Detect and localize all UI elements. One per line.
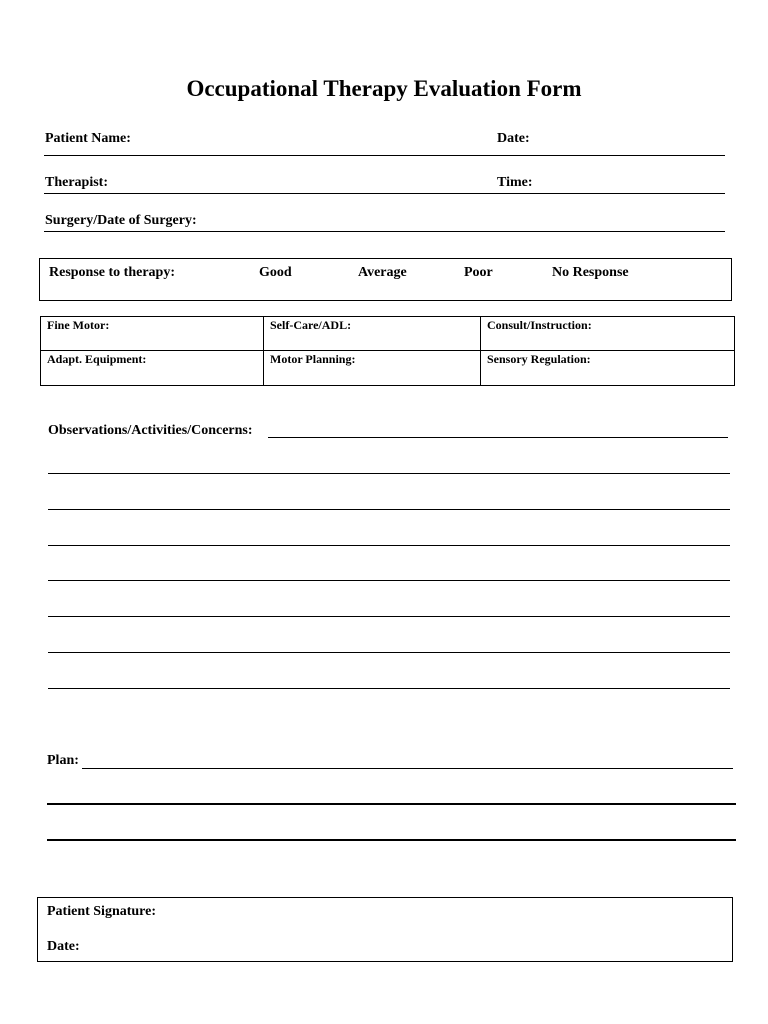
response-option-good[interactable]: Good	[259, 265, 292, 280]
patient-signature-label: Patient Signature:	[47, 904, 157, 919]
table-row	[41, 317, 735, 351]
surgery-label: Surgery/Date of Surgery:	[45, 213, 197, 228]
response-option-average[interactable]: Average	[358, 265, 407, 280]
observations-line[interactable]	[48, 509, 730, 510]
patient-name-label: Patient Name:	[45, 131, 131, 146]
signature-date-label: Date:	[47, 939, 80, 954]
response-label: Response to therapy:	[49, 265, 175, 280]
fine-motor-cell[interactable]: Fine Motor:	[41, 317, 264, 351]
observations-line[interactable]	[48, 545, 730, 546]
table-row	[41, 351, 735, 386]
observations-line-first[interactable]	[268, 437, 728, 438]
observations-line[interactable]	[48, 473, 730, 474]
observations-line[interactable]	[48, 688, 730, 689]
therapist-time-line[interactable]	[44, 193, 725, 194]
response-box	[39, 258, 732, 301]
self-care-adl-cell[interactable]: Self-Care/ADL:	[264, 317, 481, 351]
sensory-regulation-cell[interactable]: Sensory Regulation:	[481, 351, 735, 386]
observations-line[interactable]	[48, 580, 730, 581]
consult-instruction-cell[interactable]: Consult/Instruction:	[481, 317, 735, 351]
observations-label: Observations/Activities/Concerns:	[48, 423, 253, 438]
plan-line[interactable]	[47, 839, 736, 841]
plan-line-first[interactable]	[82, 768, 733, 769]
adapt-equipment-cell[interactable]: Adapt. Equipment:	[41, 351, 264, 386]
time-label: Time:	[497, 175, 533, 190]
observations-line[interactable]	[48, 652, 730, 653]
signature-box	[37, 897, 733, 962]
patient-name-date-line[interactable]	[44, 155, 725, 156]
observations-line[interactable]	[48, 616, 730, 617]
motor-planning-cell[interactable]: Motor Planning:	[264, 351, 481, 386]
response-option-no-response[interactable]: No Response	[552, 265, 629, 280]
response-option-poor[interactable]: Poor	[464, 265, 493, 280]
plan-line[interactable]	[47, 803, 736, 805]
form-title: Occupational Therapy Evaluation Form	[186, 76, 582, 101]
date-label: Date:	[497, 131, 530, 146]
skills-grid	[40, 316, 735, 386]
surgery-line[interactable]	[44, 231, 725, 232]
therapist-label: Therapist:	[45, 175, 108, 190]
plan-label: Plan:	[47, 753, 79, 768]
